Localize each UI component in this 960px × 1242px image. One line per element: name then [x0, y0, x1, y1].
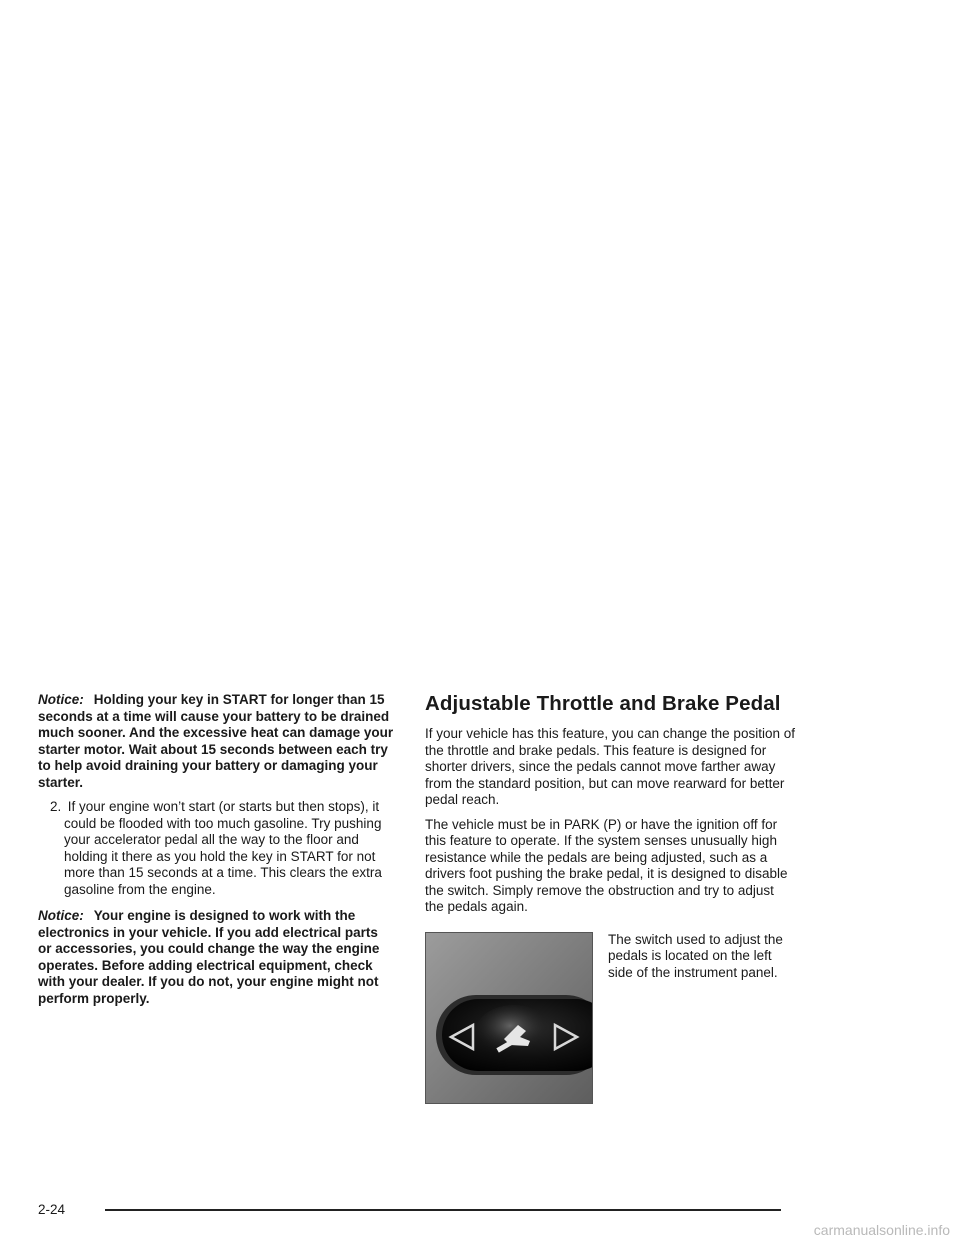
paragraph-operation: The vehicle must be in PARK (P) or have the ignition off for this feature to operate. If the system senses unusually high resistance while the pedals are being adjusted, such as a drivers foot pushing the brake pedal, it is designed to disable the switch. Simply remove the obstruction and try to adjust the pedals again.	[425, 816, 788, 914]
notice-text: Your engine is designed to work with the electronics in your vehicle. If you add electrical parts or accessories, you could change the way the engine operates. Before adding electrical equipment, check with your dealer. If you do not, your engine might not perform properly.	[38, 908, 380, 1006]
paragraph-feature: If your vehicle has this feature, you can change the position of the throttle and brake pedals. This feature is designed for shorter drivers, since the pedals cannot move farther away from the standard position, but can move rearward for better pedal reach.	[425, 726, 795, 807]
step-number: 2.	[50, 799, 62, 814]
photo-caption: The switch used to adjust the pedals is located on the left side of the instrument panel.	[608, 931, 783, 980]
pedal-switch-photo	[425, 932, 593, 1104]
figure-row	[425, 932, 795, 1104]
notice-label: Notice:	[38, 692, 84, 707]
right-column	[425, 692, 795, 1104]
left-column	[38, 692, 394, 1015]
section-heading: Adjustable Throttle and Brake Pedal	[425, 692, 781, 715]
footer-rule	[105, 1209, 781, 1211]
pedal-adjust-switch-icon	[426, 933, 592, 1103]
notice-electronics	[38, 908, 394, 1007]
step-item	[38, 799, 394, 898]
watermark: carmanualsonline.info	[813, 1222, 950, 1238]
step-text: If your engine won’t start (or starts but then stops), it could be flooded with too much gasoline. Try pushing your accelerator pedal all the way to the floor and holding it there as you hold the key in START for not more than 15 seconds at a time. This clears the extra gasoline from the engine.	[64, 799, 382, 897]
notice-text: Holding your key in START for longer than 15 seconds at a time will cause your battery to be drained much sooner. And the excessive heat can damage your starter motor. Wait about 15 seconds between each try to help avoid draining your battery or damaging your starter.	[38, 692, 394, 790]
notice-label: Notice:	[38, 908, 84, 923]
notice-battery	[38, 692, 394, 791]
page-number: 2-24	[38, 1202, 66, 1217]
